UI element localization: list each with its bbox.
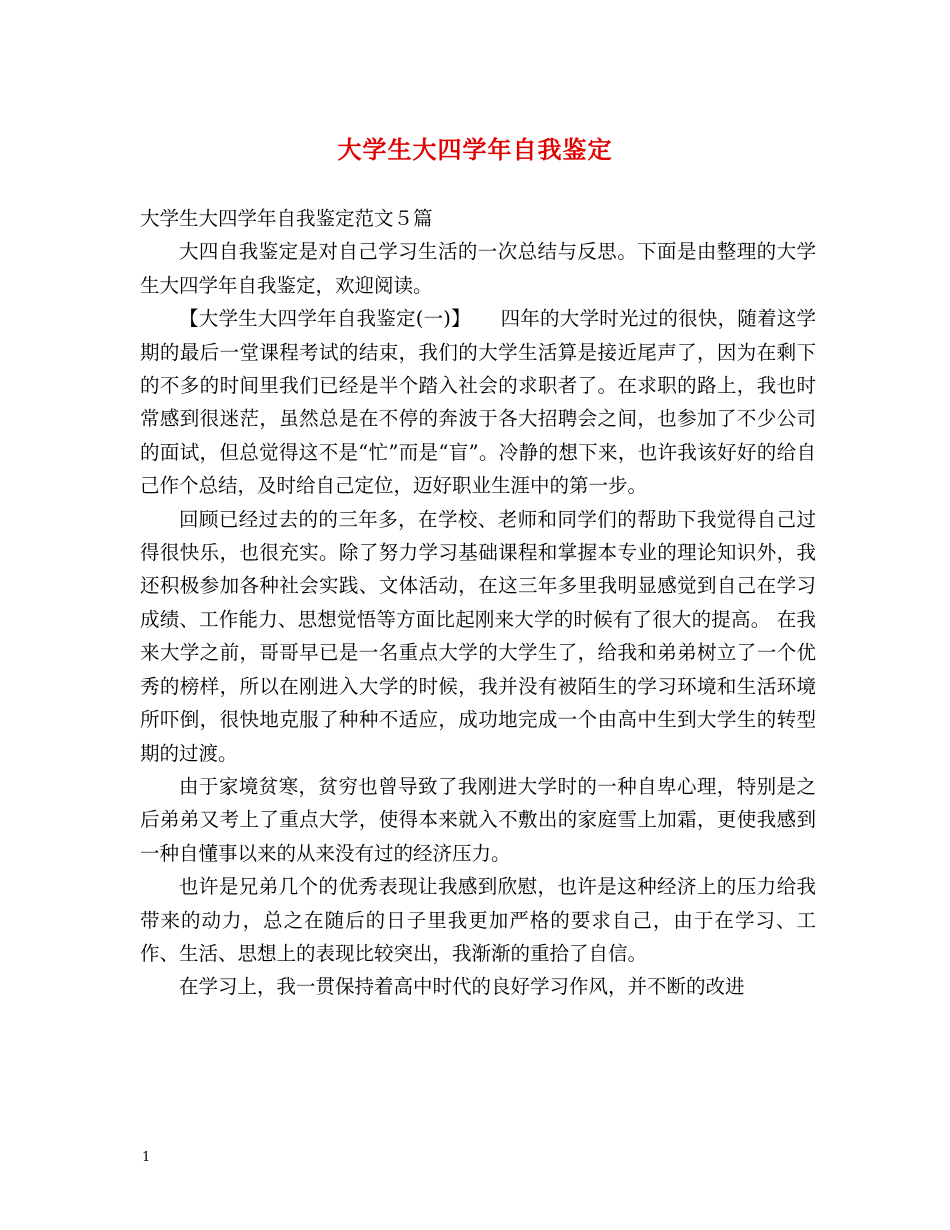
paragraph-motivation: 也许是兄弟几个的优秀表现让我感到欣慰，也许是这种经济上的压力给我带来的动力，总之在随后的日子里我更加严格的要求自己，由于在学习、工作、生活、思想上的表现比较突出，我渐渐的重拾了自信。 bbox=[140, 875, 816, 965]
paragraph-study: 在学习上，我一贯保持着高中时代的良好学习作风，并不断的改进 bbox=[179, 975, 745, 999]
paragraph-review: 回顾已经过去的的三年多，在学校、老师和同学们的帮助下我觉得自己过得很快乐，也很充实。除了努力学习基础课程和掌握本专业的理论知识外，我还积极参加各种社会实践、文体活动，在这三年多里我明显感觉到自己在学习成绩、工作能力、思想觉悟等方面比起刚来大学的时候有了很大的提高。 在我来大学之前，哥哥早已是一名重点大学的大学生了，给我和弟弟树立了一个优秀的榜样，所以在刚进入大学的时候，我并没有被陌生的学习环境和生活环境所吓倒，很快地克服了种种不适应，成功地完成一个由高中生到大学生的转型期的过渡。 bbox=[140, 507, 816, 765]
paragraph-family: 由于家境贫寒，贫穷也曾导致了我刚进大学时的一种自卑心理，特别是之后弟弟又考上了重点大学，使得本来就入不敷出的家庭雪上加霜，更使我感到一种自懂事以来的从来没有过的经济压力。 bbox=[140, 774, 816, 865]
paragraph-section-one: 【大学生大四学年自我鉴定(一)】 四年的大学时光过的很快，随着这学期的最后一堂课程考试的结束，我们的大学生活算是接近尾声了，因为在剩下的不多的时间里我们已经是半个踏入社会的求职者了。在求职的路上，我也时常感到很迷茫，虽然总是在不停的奔波于各大招聘会之间，也参加了不少公司的面试，但总觉得这不是“忙”而是“盲”。冷静的想下来，也许我该好好的给自己作个总结，及时给自己定位，迈好职业生涯中的第一步。 bbox=[140, 307, 816, 498]
document-title: 大学生大四学年自我鉴定 bbox=[337, 135, 613, 164]
paragraph-intro: 大四自我鉴定是对自己学习生活的一次总结与反思。下面是由整理的大学生大四学年自我鉴定，欢迎阅读。 bbox=[140, 240, 816, 297]
document-subtitle: 大学生大四学年自我鉴定范文５篇 bbox=[140, 207, 433, 230]
document-body bbox=[140, 202, 816, 1004]
page-number: 1 bbox=[142, 1150, 151, 1165]
